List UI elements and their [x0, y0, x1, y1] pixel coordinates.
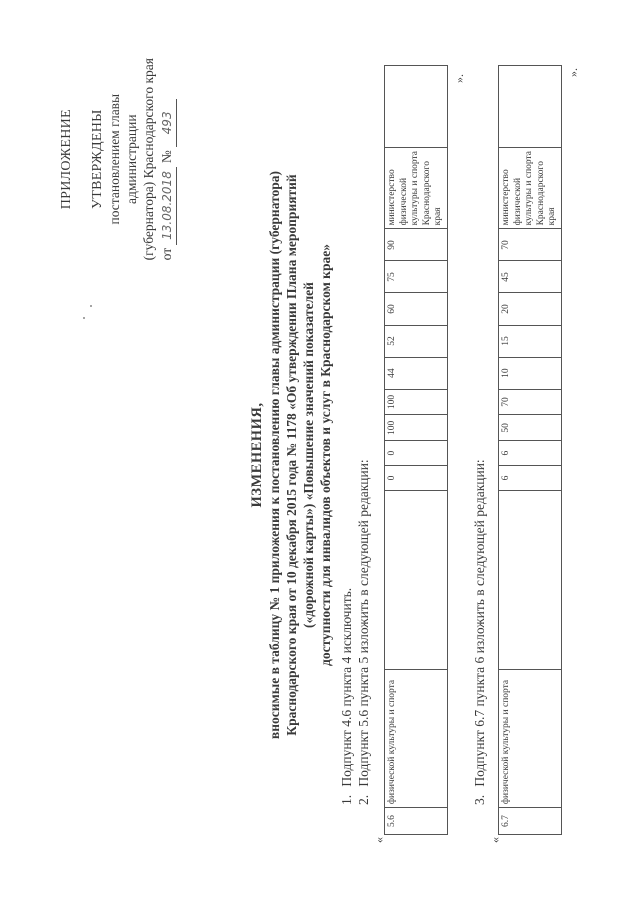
number-prefix: № [159, 150, 174, 164]
item-number: 3. [472, 794, 487, 805]
open-quote: « [372, 837, 386, 843]
value-cell: 15 [499, 325, 562, 357]
item-number: 2. [356, 794, 371, 805]
responsible-cell: министерство физической культуры и спорта Краснодарского края [385, 147, 448, 229]
approval-date: 13.08.2018 [160, 171, 174, 240]
value-cell: 90 [385, 229, 448, 261]
value-cell: 44 [385, 357, 448, 389]
value-cell: 0 [385, 466, 448, 491]
title-line-4: доступности для инвалидов объектов и услуг в Краснодарском крае» [318, 244, 333, 666]
table-row [499, 66, 562, 835]
value-cell: 6 [499, 441, 562, 466]
row-description: физической культуры и спорта [499, 669, 562, 808]
approved-label: УТВЕРЖДЕНЫ [90, 109, 105, 209]
row-description: физической культуры и спорта [385, 669, 448, 808]
appendix-label: ПРИЛОЖЕНИЕ [59, 109, 74, 210]
item-3 [472, 459, 488, 805]
title-line-3: («дорожной карты») «Повышение значений показателей [301, 282, 316, 628]
value-cell: 6 [499, 466, 562, 491]
approval-date-row [158, 58, 177, 260]
value-cell: 70 [499, 229, 562, 261]
close-quote: ». [452, 74, 466, 83]
approval-line-2: администрации [124, 114, 139, 204]
value-cell: 70 [499, 389, 562, 415]
approval-line-1: постановлением главы [107, 93, 122, 225]
item-text: Подпункт 5.6 пункта 5 изложить в следующей редакции: [356, 459, 371, 787]
item-2 [356, 459, 372, 805]
row-number: 5.6 [385, 808, 448, 835]
approval-number-field [158, 99, 177, 147]
close-quote: ». [566, 68, 580, 77]
row-number: 6.7 [499, 808, 562, 835]
title-heading: ИЗМЕНЕНИЯ, [249, 402, 265, 508]
value-cell: 100 [385, 389, 448, 415]
empty-cell [499, 66, 562, 148]
value-cell: 75 [385, 261, 448, 293]
empty-cell [499, 490, 562, 669]
value-cell: 52 [385, 325, 448, 357]
item-number: 1. [339, 794, 354, 805]
table-row [385, 66, 448, 835]
title-line-2: Краснодарского края от 10 декабря 2015 года № 1178 «Об утверждении Плана мероприятий [284, 174, 299, 736]
scan-speck [83, 317, 85, 319]
item-text: Подпункт 6.7 пункта 6 изложить в следующей редакции: [472, 459, 487, 787]
value-cell: 0 [385, 441, 448, 466]
value-cell: 10 [499, 357, 562, 389]
title-line-1: вносимые в таблицу № 1 приложения к постановлению главы администрации (губернатора) [267, 170, 282, 740]
approval-block [58, 58, 177, 260]
responsible-cell: министерство физической культуры и спорта Краснодарского края [499, 147, 562, 229]
table-6-7 [498, 65, 562, 835]
approval-date-field [158, 167, 177, 245]
approval-number: 493 [160, 111, 174, 135]
date-prefix: от [159, 247, 174, 261]
value-cell: 100 [385, 415, 448, 441]
item-1 [339, 588, 355, 805]
table-5-6 [384, 65, 448, 835]
approval-line-3: (губернатора) Краснодарского края [141, 58, 156, 261]
empty-cell [385, 490, 448, 669]
open-quote: « [488, 837, 502, 843]
value-cell: 20 [499, 293, 562, 325]
value-cell: 60 [385, 293, 448, 325]
item-text: Подпункт 4.6 пункта 4 исключить. [339, 587, 354, 787]
scan-speck [90, 305, 92, 307]
value-cell: 45 [499, 261, 562, 293]
empty-cell [385, 66, 448, 148]
document-title [249, 45, 334, 865]
value-cell: 50 [499, 415, 562, 441]
